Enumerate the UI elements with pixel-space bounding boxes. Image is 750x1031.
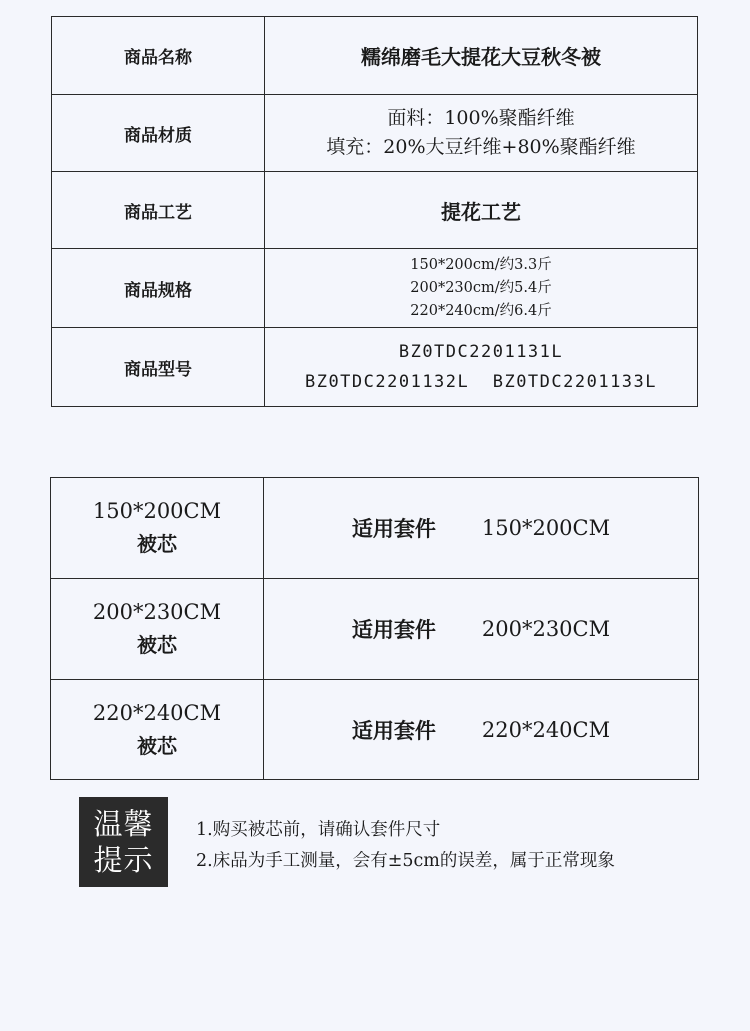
- spec-row-model: [52, 327, 697, 406]
- spec-value: [265, 17, 697, 94]
- spec-row-size: [52, 248, 697, 327]
- set-size-cell: [264, 478, 698, 578]
- notice-item: 2.床品为手工测量，会有±5cm的误差，属于正常现象: [196, 851, 615, 871]
- notice-badge: [79, 797, 168, 887]
- set-size: 200*230CM: [481, 617, 611, 641]
- set-label: 适用套件: [351, 618, 436, 642]
- spec-value: [265, 172, 697, 248]
- quilt-type: 被芯: [137, 532, 177, 556]
- product-name: 糯绵磨毛大提花大豆秋冬被: [361, 45, 601, 69]
- notice-badge-line: 提示: [93, 843, 154, 877]
- material-filling: 填充：20%大豆纤维+80%聚酯纤维: [326, 136, 636, 158]
- size-spec: 220*240cm/约6.4斤: [410, 302, 552, 319]
- spec-row-name: [52, 17, 697, 94]
- spec-label: 商品工艺: [52, 172, 265, 248]
- notice-list: [196, 815, 615, 877]
- spec-row-material: [52, 94, 697, 171]
- craft-value: 提花工艺: [441, 199, 521, 224]
- spec-value: [265, 328, 697, 406]
- spec-value: [265, 95, 697, 171]
- spec-label: 商品材质: [52, 95, 265, 171]
- set-size: 220*240CM: [481, 718, 611, 742]
- set-size-cell: [264, 680, 698, 780]
- notice-badge-line: 温馨: [93, 807, 154, 841]
- set-size-cell: [264, 579, 698, 679]
- quilt-size-cell: [51, 680, 264, 780]
- size-spec: 150*200cm/约3.3斤: [410, 256, 552, 273]
- quilt-size: 150*200CM: [92, 499, 222, 523]
- spec-label: 商品规格: [52, 249, 265, 327]
- table-row: [51, 679, 698, 780]
- model-code: BZ0TDC2201131L: [398, 342, 564, 362]
- material-fabric: 面料：100%聚酯纤维: [387, 107, 575, 129]
- set-size: 150*200CM: [481, 516, 611, 540]
- notice-item: 1.购买被芯前，请确认套件尺寸: [196, 820, 441, 840]
- spec-row-craft: [52, 171, 697, 248]
- model-code: BZ0TDC2201132L BZ0TDC2201133L: [304, 372, 658, 392]
- set-label: 适用套件: [351, 517, 436, 541]
- product-spec-table: [51, 16, 698, 407]
- quilt-type: 被芯: [137, 633, 177, 657]
- table-row: [51, 578, 698, 679]
- quilt-type: 被芯: [137, 734, 177, 758]
- spec-value: [265, 249, 697, 327]
- table-row: [51, 478, 698, 578]
- size-match-table: [50, 477, 699, 780]
- quilt-size: 220*240CM: [92, 701, 222, 725]
- quilt-size-cell: [51, 579, 264, 679]
- quilt-size-cell: [51, 478, 264, 578]
- set-label: 适用套件: [351, 719, 436, 743]
- size-spec: 200*230cm/约5.4斤: [410, 279, 552, 296]
- spec-label: 商品型号: [52, 328, 265, 406]
- spec-label: 商品名称: [52, 17, 265, 94]
- quilt-size: 200*230CM: [92, 600, 222, 624]
